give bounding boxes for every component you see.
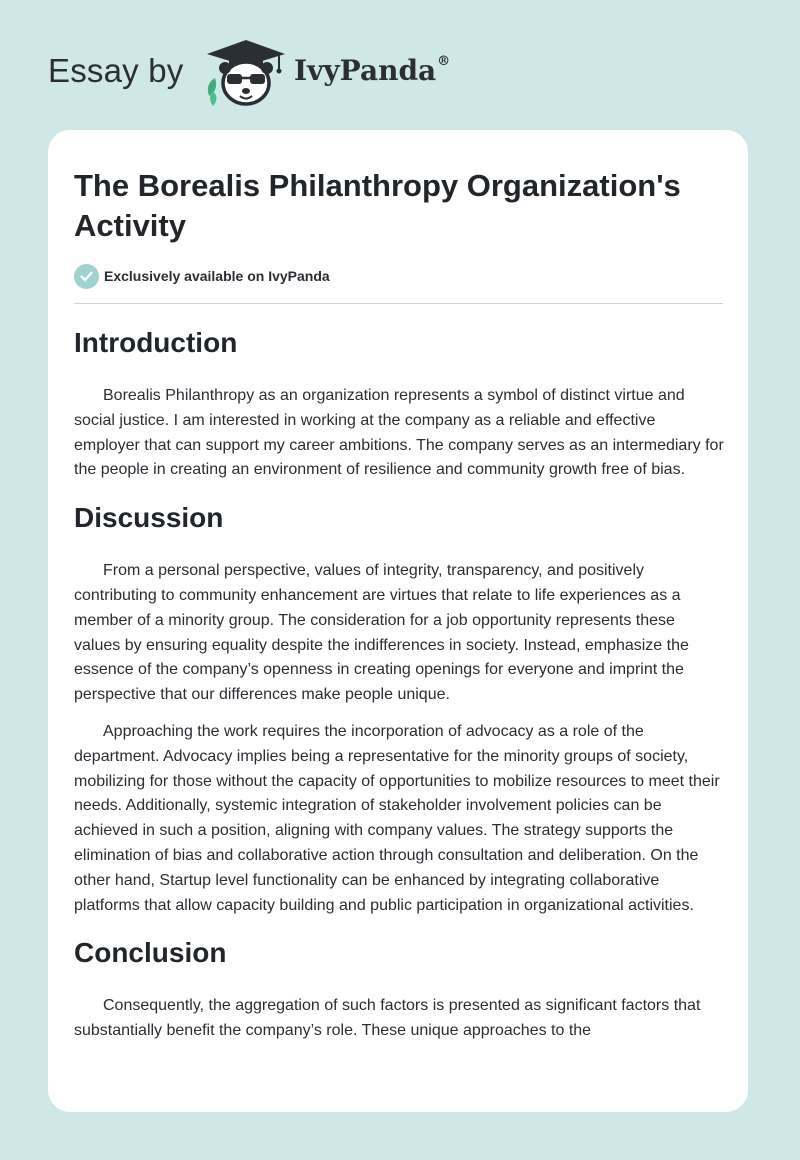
registered-mark: ® [437, 54, 451, 69]
essay-by-label: Essay by [48, 52, 184, 89]
site-header [0, 0, 800, 130]
panda-graduation-cap-icon[interactable] [203, 36, 289, 108]
essay-content [74, 322, 724, 1058]
essay-card [48, 130, 748, 1112]
exclusive-badge [74, 262, 330, 290]
check-icon [74, 264, 99, 289]
section-heading: Conclusion [74, 937, 227, 969]
brand-name[interactable]: IvyPanda® [294, 54, 451, 87]
badge-text: Exclusively available on IvyPanda [104, 268, 330, 284]
divider [74, 303, 723, 304]
section-conclusion [74, 932, 724, 1044]
paragraph: Approaching the work requires the incorporation of advocacy as a role of the department. Advocacy implies being a representative for the minority groups of society, mobilizing for those without the capacity of opportunities to mobilize resources to meet their needs. Additionally, systemic integration of stakeholder involvement policies can be achieved in such a position, aligning with company values. The strategy supports the elimination of bias and collaborative action through consultation and deliberation. On the other hand, Startup level functionality can be enhanced by integrating collaborative platforms that allow capacity building and public participation in organizational activities. [74, 722, 720, 914]
section-heading: Discussion [74, 502, 224, 534]
page-title: The Borealis Philanthropy Organization's Activity [74, 168, 681, 243]
paragraph: Consequently, the aggregation of such factors is presented as significant factors that substantially benefit the company’s role. These unique approaches to the [74, 997, 701, 1040]
paragraph: From a personal perspective, values of integrity, transparency, and positively contributing to community enhancement are virtues that relate to life experiences as a member of a minority group. The consideration for a job opportunity represents these values by ensuring equality despite the indifferences in society. Instead, emphasize the essence of the company’s openness in creating openings for everyone and imprint the perspective that our differences make people unique. [74, 562, 689, 704]
section-heading: Introduction [74, 327, 238, 358]
section-introduction [74, 322, 724, 483]
paragraph: Borealis Philanthropy as an organization represents a symbol of distinct virtue and social justice. I am interested in working at the company as a reliable and effective employer that can support my career ambitions. The company serves as an intermediary for the people in creating an environment of resilience and community growth free of bias. [74, 387, 724, 479]
section-discussion [74, 497, 724, 918]
